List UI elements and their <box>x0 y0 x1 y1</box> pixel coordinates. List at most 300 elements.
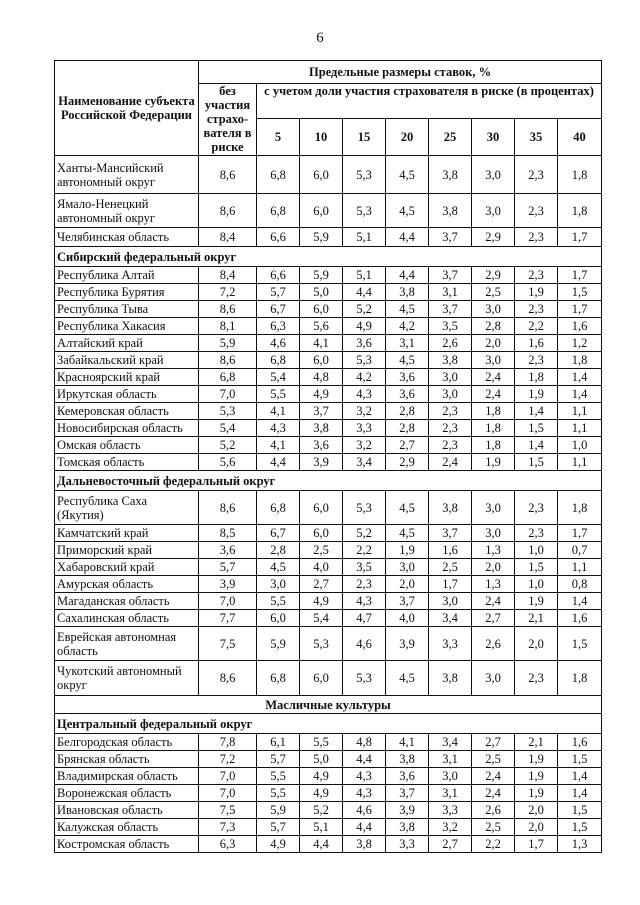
rate-value: 5,9 <box>257 627 300 661</box>
no-participation-header: без участия страхо-вателя в риске <box>199 84 257 156</box>
rate-value: 5,1 <box>343 228 386 247</box>
rate-value: 2,3 <box>515 301 558 318</box>
district-heading: Дальневосточный федеральный округ <box>55 471 602 491</box>
rate-value: 3,8 <box>429 491 472 525</box>
table-row <box>55 301 602 318</box>
rate-value: 3,8 <box>343 836 386 853</box>
rate-value: 2,8 <box>472 318 515 335</box>
rate-value: 1,4 <box>515 403 558 420</box>
rate-value: 2,4 <box>472 386 515 403</box>
region-name: Челябинская область <box>55 228 199 247</box>
rate-value: 2,4 <box>429 454 472 471</box>
rate-no-participation: 8,6 <box>199 661 257 696</box>
table-row <box>55 542 602 559</box>
rate-value: 1,7 <box>558 267 602 284</box>
rate-value: 5,2 <box>343 525 386 542</box>
rate-value: 4,1 <box>386 734 429 751</box>
region-name: Ханты-Мансийский автономный округ <box>55 156 199 194</box>
table-row <box>55 802 602 819</box>
rate-value: 4,1 <box>257 403 300 420</box>
rate-value: 1,5 <box>558 627 602 661</box>
rate-value: 4,5 <box>386 301 429 318</box>
rate-value: 3,7 <box>300 403 343 420</box>
rate-value: 3,9 <box>386 802 429 819</box>
rate-no-participation: 5,9 <box>199 335 257 352</box>
rate-value: 3,9 <box>386 627 429 661</box>
rate-value: 3,3 <box>386 836 429 853</box>
rate-value: 6,0 <box>300 491 343 525</box>
rate-value: 4,4 <box>343 819 386 836</box>
rate-value: 5,5 <box>257 593 300 610</box>
rate-no-participation: 8,5 <box>199 525 257 542</box>
table-row <box>55 420 602 437</box>
rate-value: 4,6 <box>343 802 386 819</box>
rate-value: 1,9 <box>515 593 558 610</box>
table-row <box>55 559 602 576</box>
rate-value: 4,1 <box>300 335 343 352</box>
rate-value: 1,1 <box>558 403 602 420</box>
district-heading: Сибирский федеральный округ <box>55 247 602 267</box>
rate-value: 2,3 <box>515 267 558 284</box>
table-row <box>55 228 602 247</box>
rate-value: 6,8 <box>257 491 300 525</box>
rate-value: 4,9 <box>343 318 386 335</box>
region-name: Республика Тыва <box>55 301 199 318</box>
rate-value: 1,4 <box>558 369 602 386</box>
district-row <box>55 247 602 267</box>
rate-value: 1,3 <box>472 576 515 593</box>
region-name: Хабаровский край <box>55 559 199 576</box>
rate-value: 2,7 <box>472 734 515 751</box>
table-row <box>55 785 602 802</box>
rate-value: 3,0 <box>472 491 515 525</box>
table-row <box>55 386 602 403</box>
rate-no-participation: 7,3 <box>199 819 257 836</box>
table-row <box>55 437 602 454</box>
rate-value: 4,7 <box>343 610 386 627</box>
rate-value: 6,7 <box>257 525 300 542</box>
rate-no-participation: 8,6 <box>199 301 257 318</box>
rates-table <box>54 60 602 853</box>
rate-value: 6,8 <box>257 661 300 696</box>
rate-value: 3,4 <box>429 734 472 751</box>
region-name: Республика Саха (Якутия) <box>55 491 199 525</box>
rate-value: 5,3 <box>343 491 386 525</box>
region-name: Алтайский край <box>55 335 199 352</box>
rate-value: 1,5 <box>558 819 602 836</box>
rate-value: 3,8 <box>386 819 429 836</box>
rate-value: 1,5 <box>515 454 558 471</box>
region-name: Томская область <box>55 454 199 471</box>
table-row <box>55 403 602 420</box>
rate-value: 3,8 <box>386 284 429 301</box>
rate-value: 2,4 <box>472 768 515 785</box>
share-header: 30 <box>472 119 515 156</box>
rate-value: 1,6 <box>558 318 602 335</box>
rate-value: 4,4 <box>300 836 343 853</box>
region-name: Ямало-Ненецкий автономный округ <box>55 194 199 228</box>
rate-value: 6,0 <box>300 525 343 542</box>
rate-value: 2,6 <box>472 627 515 661</box>
rate-value: 5,7 <box>257 284 300 301</box>
rate-value: 4,4 <box>343 751 386 768</box>
rate-value: 2,5 <box>429 559 472 576</box>
rate-value: 6,0 <box>300 661 343 696</box>
rate-value: 2,5 <box>472 751 515 768</box>
rate-value: 4,5 <box>386 491 429 525</box>
rate-value: 3,7 <box>429 525 472 542</box>
table-row <box>55 751 602 768</box>
rate-value: 6,8 <box>257 194 300 228</box>
rate-value: 1,7 <box>429 576 472 593</box>
rate-value: 4,4 <box>257 454 300 471</box>
rate-no-participation: 3,9 <box>199 576 257 593</box>
rate-value: 4,4 <box>386 228 429 247</box>
rate-value: 3,7 <box>429 301 472 318</box>
region-name: Амурская область <box>55 576 199 593</box>
table-header <box>55 61 602 156</box>
rate-no-participation: 5,3 <box>199 403 257 420</box>
rate-value: 2,2 <box>472 836 515 853</box>
rate-value: 3,8 <box>429 352 472 369</box>
rate-value: 3,3 <box>429 627 472 661</box>
rate-value: 3,0 <box>429 768 472 785</box>
table-row <box>55 284 602 301</box>
rate-value: 4,0 <box>386 610 429 627</box>
rate-value: 1,5 <box>515 420 558 437</box>
rate-no-participation: 7,0 <box>199 768 257 785</box>
rate-value: 4,9 <box>257 836 300 853</box>
rate-value: 1,1 <box>558 420 602 437</box>
rate-value: 3,5 <box>343 559 386 576</box>
rate-value: 4,6 <box>343 627 386 661</box>
rate-value: 1,4 <box>558 785 602 802</box>
rate-value: 1,2 <box>558 335 602 352</box>
rate-value: 3,2 <box>343 437 386 454</box>
rate-no-participation: 5,2 <box>199 437 257 454</box>
rate-value: 2,3 <box>515 352 558 369</box>
rate-value: 0,8 <box>558 576 602 593</box>
rate-value: 1,0 <box>515 576 558 593</box>
rate-value: 2,7 <box>429 836 472 853</box>
district-heading: Центральный федеральный округ <box>55 714 602 734</box>
rate-value: 2,2 <box>515 318 558 335</box>
section-heading: Масличные культуры <box>55 696 602 714</box>
rate-no-participation: 8,6 <box>199 491 257 525</box>
rate-value: 5,6 <box>300 318 343 335</box>
rate-value: 1,9 <box>515 768 558 785</box>
rate-value: 3,5 <box>429 318 472 335</box>
region-name: Республика Бурятия <box>55 284 199 301</box>
rate-value: 1,3 <box>558 836 602 853</box>
rate-value: 1,6 <box>515 335 558 352</box>
share-header: 10 <box>300 119 343 156</box>
rate-value: 4,2 <box>386 318 429 335</box>
with-share-header: с учетом доли участия страхователя в риске (в процентах) <box>257 84 602 119</box>
region-name: Республика Хакасия <box>55 318 199 335</box>
rate-value: 2,0 <box>515 819 558 836</box>
rate-value: 6,8 <box>257 352 300 369</box>
rate-value: 1,6 <box>558 610 602 627</box>
table-row <box>55 156 602 194</box>
rate-value: 5,3 <box>343 661 386 696</box>
rate-value: 5,3 <box>300 627 343 661</box>
district-row <box>55 714 602 734</box>
table-row <box>55 836 602 853</box>
rate-value: 3,8 <box>300 420 343 437</box>
rate-value: 1,4 <box>558 768 602 785</box>
share-header: 25 <box>429 119 472 156</box>
rate-value: 5,7 <box>257 819 300 836</box>
rate-value: 3,8 <box>429 156 472 194</box>
region-name: Кемеровская область <box>55 403 199 420</box>
rate-value: 4,0 <box>300 559 343 576</box>
rate-value: 2,4 <box>472 593 515 610</box>
rate-value: 3,0 <box>472 156 515 194</box>
section-row <box>55 696 602 714</box>
rate-value: 4,8 <box>343 734 386 751</box>
rate-value: 5,5 <box>300 734 343 751</box>
rate-no-participation: 7,2 <box>199 284 257 301</box>
rate-value: 4,6 <box>257 335 300 352</box>
rate-value: 2,3 <box>429 437 472 454</box>
rate-value: 4,1 <box>257 437 300 454</box>
rate-no-participation: 7,5 <box>199 627 257 661</box>
share-header: 15 <box>343 119 386 156</box>
rate-no-participation: 5,4 <box>199 420 257 437</box>
table-row <box>55 454 602 471</box>
rate-value: 2,3 <box>515 194 558 228</box>
rate-value: 3,1 <box>386 335 429 352</box>
rate-value: 2,4 <box>472 369 515 386</box>
rate-value: 4,5 <box>386 525 429 542</box>
rate-value: 3,6 <box>386 369 429 386</box>
table-row <box>55 734 602 751</box>
rate-value: 1,8 <box>472 437 515 454</box>
region-name: Красноярский край <box>55 369 199 386</box>
rate-value: 3,7 <box>429 267 472 284</box>
rate-value: 3,2 <box>343 403 386 420</box>
rate-no-participation: 7,7 <box>199 610 257 627</box>
table-row <box>55 627 602 661</box>
rate-value: 1,1 <box>558 454 602 471</box>
rate-value: 6,8 <box>257 156 300 194</box>
region-name: Брянская область <box>55 751 199 768</box>
rate-value: 5,2 <box>343 301 386 318</box>
rate-value: 3,0 <box>429 386 472 403</box>
rate-no-participation: 6,8 <box>199 369 257 386</box>
rate-value: 1,9 <box>515 751 558 768</box>
rate-value: 6,0 <box>300 156 343 194</box>
rate-value: 5,7 <box>257 751 300 768</box>
region-name: Костромская область <box>55 836 199 853</box>
rate-value: 5,3 <box>343 352 386 369</box>
rate-value: 1,4 <box>558 386 602 403</box>
rate-value: 3,1 <box>429 785 472 802</box>
rates-header: Предельные размеры ставок, % <box>199 61 602 84</box>
rate-value: 3,1 <box>429 751 472 768</box>
rate-value: 1,8 <box>472 403 515 420</box>
rate-value: 5,4 <box>300 610 343 627</box>
table-row <box>55 369 602 386</box>
rate-value: 3,2 <box>429 819 472 836</box>
rate-value: 5,9 <box>300 228 343 247</box>
rate-value: 4,9 <box>300 386 343 403</box>
rate-value: 2,3 <box>429 420 472 437</box>
table-body <box>55 156 602 853</box>
table-row <box>55 194 602 228</box>
rate-no-participation: 8,4 <box>199 228 257 247</box>
rate-value: 1,9 <box>515 386 558 403</box>
rate-value: 4,4 <box>343 284 386 301</box>
table-row <box>55 576 602 593</box>
rate-value: 2,8 <box>386 420 429 437</box>
table-row <box>55 352 602 369</box>
rate-value: 1,4 <box>558 593 602 610</box>
region-name: Новосибирская область <box>55 420 199 437</box>
rate-value: 3,4 <box>343 454 386 471</box>
rate-value: 4,3 <box>343 593 386 610</box>
rate-value: 3,0 <box>429 593 472 610</box>
rate-value: 5,5 <box>257 386 300 403</box>
rate-value: 5,5 <box>257 768 300 785</box>
rate-value: 1,4 <box>515 437 558 454</box>
rate-value: 3,3 <box>429 802 472 819</box>
rate-value: 3,1 <box>429 284 472 301</box>
rate-value: 4,5 <box>257 559 300 576</box>
table-row <box>55 335 602 352</box>
region-name: Иркутская область <box>55 386 199 403</box>
rate-no-participation: 3,6 <box>199 542 257 559</box>
rate-value: 4,8 <box>300 369 343 386</box>
rate-value: 4,5 <box>386 352 429 369</box>
rate-value: 2,3 <box>343 576 386 593</box>
rate-value: 1,8 <box>472 420 515 437</box>
rate-value: 3,6 <box>386 386 429 403</box>
rate-value: 4,9 <box>300 785 343 802</box>
region-name: Владимирская область <box>55 768 199 785</box>
region-name: Чукотский автономный округ <box>55 661 199 696</box>
rate-no-participation: 8,4 <box>199 267 257 284</box>
rate-value: 3,9 <box>300 454 343 471</box>
rate-value: 6,6 <box>257 228 300 247</box>
rate-value: 1,3 <box>472 542 515 559</box>
rate-value: 4,5 <box>386 156 429 194</box>
rate-value: 2,6 <box>472 802 515 819</box>
rate-value: 1,9 <box>472 454 515 471</box>
rate-value: 2,7 <box>386 437 429 454</box>
region-name: Еврейская автономная область <box>55 627 199 661</box>
subject-column-header: Наименование субъекта Российской Федерации <box>55 61 199 156</box>
table-row <box>55 525 602 542</box>
rate-value: 3,7 <box>429 228 472 247</box>
rate-value: 3,0 <box>472 525 515 542</box>
rate-value: 3,8 <box>429 661 472 696</box>
table-row <box>55 819 602 836</box>
table-row <box>55 768 602 785</box>
rate-value: 1,1 <box>558 559 602 576</box>
rate-value: 0,7 <box>558 542 602 559</box>
rate-value: 6,6 <box>257 267 300 284</box>
rate-no-participation: 7,0 <box>199 386 257 403</box>
region-name: Забайкальский край <box>55 352 199 369</box>
rate-value: 4,5 <box>386 661 429 696</box>
rate-value: 5,0 <box>300 751 343 768</box>
rate-value: 4,3 <box>343 386 386 403</box>
rate-value: 6,0 <box>257 610 300 627</box>
rate-value: 4,3 <box>343 785 386 802</box>
rate-value: 1,8 <box>558 194 602 228</box>
rate-value: 5,9 <box>300 267 343 284</box>
region-name: Камчатский край <box>55 525 199 542</box>
rate-value: 2,1 <box>515 734 558 751</box>
rate-value: 4,2 <box>343 369 386 386</box>
rate-value: 2,7 <box>472 610 515 627</box>
rate-value: 5,9 <box>257 802 300 819</box>
rate-value: 3,6 <box>386 768 429 785</box>
rate-no-participation: 6,3 <box>199 836 257 853</box>
region-name: Магаданская область <box>55 593 199 610</box>
table-row <box>55 318 602 335</box>
rate-no-participation: 7,5 <box>199 802 257 819</box>
region-name: Сахалинская область <box>55 610 199 627</box>
rate-value: 2,9 <box>472 267 515 284</box>
rate-value: 6,1 <box>257 734 300 751</box>
rate-value: 2,0 <box>472 335 515 352</box>
rate-value: 3,6 <box>343 335 386 352</box>
rate-value: 3,0 <box>257 576 300 593</box>
rate-value: 5,5 <box>257 785 300 802</box>
rate-value: 2,9 <box>386 454 429 471</box>
rate-value: 2,3 <box>515 491 558 525</box>
rate-value: 2,6 <box>429 335 472 352</box>
rate-value: 3,7 <box>386 593 429 610</box>
rate-value: 2,2 <box>343 542 386 559</box>
rate-value: 1,8 <box>515 369 558 386</box>
rate-value: 1,0 <box>515 542 558 559</box>
rate-value: 2,0 <box>515 802 558 819</box>
rate-value: 1,9 <box>515 284 558 301</box>
rate-value: 3,0 <box>386 559 429 576</box>
rate-value: 2,5 <box>472 284 515 301</box>
region-name: Омская область <box>55 437 199 454</box>
rate-value: 4,5 <box>386 194 429 228</box>
rate-value: 1,8 <box>558 491 602 525</box>
region-name: Белгородская область <box>55 734 199 751</box>
rate-value: 2,8 <box>257 542 300 559</box>
rate-value: 1,0 <box>558 437 602 454</box>
rate-value: 1,9 <box>386 542 429 559</box>
rate-value: 4,3 <box>343 768 386 785</box>
rate-value: 2,7 <box>300 576 343 593</box>
rate-value: 3,0 <box>429 369 472 386</box>
rate-value: 3,4 <box>429 610 472 627</box>
rate-value: 1,6 <box>558 734 602 751</box>
rate-value: 2,3 <box>515 156 558 194</box>
rate-value: 6,3 <box>257 318 300 335</box>
table-row <box>55 593 602 610</box>
rate-value: 2,5 <box>300 542 343 559</box>
region-name: Республика Алтай <box>55 267 199 284</box>
rate-value: 3,0 <box>472 661 515 696</box>
rate-value: 5,3 <box>343 194 386 228</box>
rate-value: 4,4 <box>386 267 429 284</box>
region-name: Воронежская область <box>55 785 199 802</box>
table-row <box>55 267 602 284</box>
share-header: 35 <box>515 119 558 156</box>
rate-value: 3,7 <box>386 785 429 802</box>
rate-value: 6,0 <box>300 194 343 228</box>
